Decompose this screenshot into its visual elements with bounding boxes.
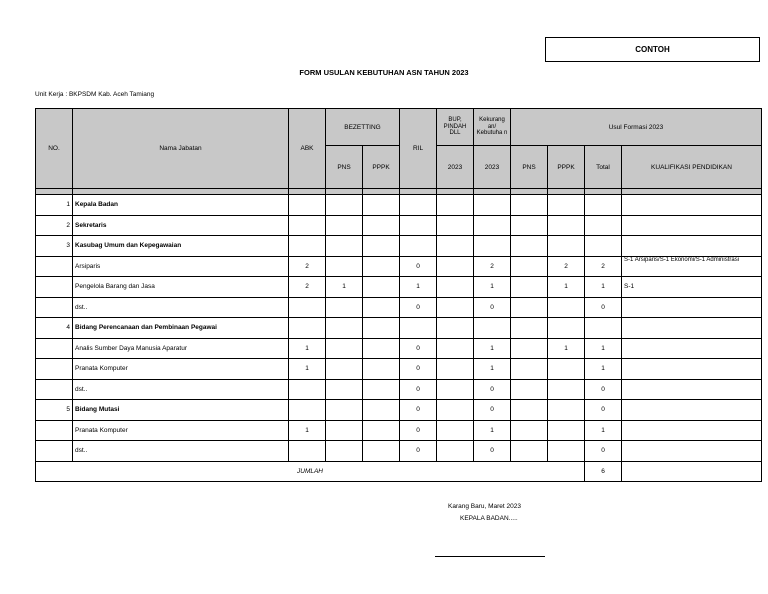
cell-usul-pppk [548,195,585,216]
cell-bup [437,359,474,380]
cell-pns [326,215,363,236]
cell-pppk [363,420,400,441]
cell-pns [326,297,363,318]
cell-kualifikasi [622,338,762,359]
cell-kualifikasi: S-1 [622,277,762,298]
cell-total: 0 [585,400,622,421]
signature-place-date: Karang Baru, Maret 2023 [448,503,521,510]
cell-kualifikasi [622,236,762,257]
cell-total: 1 [585,277,622,298]
cell-abk: 2 [289,256,326,277]
cell-abk [289,297,326,318]
cell-pns [326,256,363,277]
cell-abk: 1 [289,420,326,441]
table-row [36,236,762,257]
cell-pppk [363,236,400,257]
cell-abk [289,379,326,400]
table-row [36,420,762,441]
cell-usul-pppk [548,441,585,462]
cell-abk: 1 [289,359,326,380]
cell-bup [437,215,474,236]
cell-abk: 2 [289,277,326,298]
cell-total [585,236,622,257]
cell-bup [437,236,474,257]
cell-total: 1 [585,359,622,380]
cell-kekurangan: 1 [474,359,511,380]
cell-kekurangan: 0 [474,441,511,462]
cell-kekurangan: 1 [474,338,511,359]
cell-kekurangan: 0 [474,400,511,421]
cell-pns [326,379,363,400]
cell-nama: Arsiparis [73,256,289,277]
cell-pppk [363,277,400,298]
cell-ril: 0 [400,420,437,441]
jumlah-kualifikasi-cell [622,461,762,482]
cell-ril: 0 [400,256,437,277]
table-row [36,441,762,462]
cell-pppk [363,297,400,318]
jumlah-label: JUMLAH [36,461,585,482]
cell-no [36,277,73,298]
cell-bup [437,400,474,421]
cell-kualifikasi [622,420,762,441]
cell-kekurangan [474,195,511,216]
cell-kualifikasi [622,441,762,462]
cell-kekurangan [474,236,511,257]
cell-total: 0 [585,379,622,400]
table-row [36,400,762,421]
cell-no [36,256,73,277]
cell-usul-pns [511,338,548,359]
cell-ril [400,318,437,339]
table-row [36,359,762,380]
cell-usul-pns [511,215,548,236]
cell-ril: 0 [400,297,437,318]
cell-usul-pns [511,420,548,441]
cell-usul-pns [511,195,548,216]
cell-pns [326,195,363,216]
cell-no: 5 [36,400,73,421]
cell-pns [326,420,363,441]
cell-pppk [363,441,400,462]
cell-pns [326,318,363,339]
cell-no [36,338,73,359]
cell-usul-pppk [548,297,585,318]
cell-kualifikasi [622,379,762,400]
cell-nama: Sekretaris [73,215,289,236]
cell-no [36,379,73,400]
cell-bup [437,441,474,462]
header-abk: ABK [289,109,326,189]
cell-pns: 1 [326,277,363,298]
cell-nama: Bidang Perencanaan dan Pembinaan Pegawai [73,318,289,339]
cell-kualifikasi: S-1 Arsiparis/S-1 Ekonomi/S-1 Administrasi [622,256,762,277]
cell-total [585,215,622,236]
header-ril: RIL [400,109,437,189]
cell-abk [289,236,326,257]
cell-kualifikasi [622,359,762,380]
cell-bup [437,277,474,298]
cell-ril: 0 [400,441,437,462]
cell-usul-pppk [548,420,585,441]
cell-ril [400,195,437,216]
unit-kerja: Unit Kerja : BKPSDM Kab. Aceh Tamiang [35,91,155,98]
cell-total: 2 [585,256,622,277]
cell-bup [437,379,474,400]
cell-total: 0 [585,441,622,462]
header-year-kekurangan: 2023 [474,146,511,189]
cell-usul-pns [511,277,548,298]
contoh-box: CONTOH [545,37,760,62]
cell-usul-pns [511,379,548,400]
cell-bup [437,318,474,339]
cell-pppk [363,400,400,421]
cell-kekurangan: 0 [474,379,511,400]
cell-usul-pppk [548,400,585,421]
cell-kualifikasi [622,400,762,421]
cell-pppk [363,215,400,236]
cell-usul-pppk [548,379,585,400]
cell-usul-pns [511,297,548,318]
header-kualifikasi: KUALIFIKASI PENDIDIKAN [622,146,762,189]
cell-nama: Kepala Badan [73,195,289,216]
cell-no [36,420,73,441]
cell-kualifikasi [622,318,762,339]
table-row [36,195,762,216]
cell-usul-pns [511,441,548,462]
header-usul-formasi: Usul Formasi 2023 [511,109,762,146]
header-pppk: PPPK [363,146,400,189]
header-total: Total [585,146,622,189]
header-usul-pppk: PPPK [548,146,585,189]
cell-ril: 0 [400,379,437,400]
cell-ril: 0 [400,338,437,359]
cell-nama: Kasubag Umum dan Kepegawaian [73,236,289,257]
table-row [36,379,762,400]
header-pns: PNS [326,146,363,189]
usulan-table [35,108,762,482]
header-nama-jabatan: Nama Jabatan [73,109,289,189]
cell-nama: Bidang Mutasi [73,400,289,421]
cell-pppk [363,318,400,339]
cell-nama: dst.. [73,379,289,400]
cell-total: 1 [585,420,622,441]
cell-abk [289,441,326,462]
header-year-bup: 2023 [437,146,474,189]
cell-abk [289,195,326,216]
cell-total: 1 [585,338,622,359]
cell-usul-pppk: 2 [548,256,585,277]
cell-no [36,297,73,318]
cell-usul-pppk [548,318,585,339]
header-kekurangan: Kekurang an/ Kebutuha n [474,109,511,146]
cell-no: 2 [36,215,73,236]
signature-title: KEPALA BADAN..... [460,515,518,522]
cell-pppk [363,256,400,277]
cell-total: 0 [585,297,622,318]
cell-usul-pppk: 1 [548,338,585,359]
cell-bup [437,195,474,216]
cell-nama: Pranata Komputer [73,420,289,441]
cell-no: 4 [36,318,73,339]
cell-pns [326,359,363,380]
cell-kekurangan [474,318,511,339]
cell-kekurangan: 1 [474,277,511,298]
cell-no [36,359,73,380]
cell-usul-pppk: 1 [548,277,585,298]
jumlah-total: 6 [585,461,622,482]
cell-ril: 0 [400,400,437,421]
cell-ril [400,215,437,236]
cell-kekurangan: 0 [474,297,511,318]
cell-bup [437,338,474,359]
cell-nama: dst.. [73,297,289,318]
table-row [36,215,762,236]
cell-usul-pppk [548,359,585,380]
cell-usul-pns [511,359,548,380]
cell-nama: Analis Sumber Daya Manusia Aparatur [73,338,289,359]
cell-no [36,441,73,462]
cell-usul-pppk [548,236,585,257]
cell-nama: dst.. [73,441,289,462]
cell-pns [326,400,363,421]
cell-abk [289,318,326,339]
header-no: NO. [36,109,73,189]
cell-usul-pppk [548,215,585,236]
header-bezetting: BEZETTING [326,109,400,146]
form-title: FORM USULAN KEBUTUHAN ASN TAHUN 2023 [299,68,469,77]
cell-abk: 1 [289,338,326,359]
cell-kualifikasi [622,297,762,318]
header-bup: BUP, PINDAH DLL [437,109,474,146]
cell-pppk [363,195,400,216]
cell-ril [400,236,437,257]
cell-pns [326,236,363,257]
table-row [36,277,762,298]
cell-usul-pns [511,318,548,339]
cell-abk [289,400,326,421]
cell-kekurangan: 2 [474,256,511,277]
cell-kualifikasi [622,215,762,236]
cell-abk [289,215,326,236]
cell-usul-pns [511,400,548,421]
cell-pppk [363,379,400,400]
cell-nama: Pengelola Barang dan Jasa [73,277,289,298]
cell-bup [437,420,474,441]
cell-pns [326,441,363,462]
cell-ril: 0 [400,359,437,380]
table-row [36,256,762,277]
cell-no: 1 [36,195,73,216]
cell-nama: Pranata Komputer [73,359,289,380]
cell-kekurangan [474,215,511,236]
cell-bup [437,297,474,318]
cell-ril: 1 [400,277,437,298]
cell-kualifikasi [622,195,762,216]
cell-kekurangan: 1 [474,420,511,441]
table-row [36,297,762,318]
cell-usul-pns [511,236,548,257]
table-row [36,338,762,359]
table-row [36,318,762,339]
cell-pppk [363,338,400,359]
header-usul-pns: PNS [511,146,548,189]
cell-no: 3 [36,236,73,257]
cell-pppk [363,359,400,380]
cell-total [585,318,622,339]
signature-line [435,556,545,557]
cell-usul-pns [511,256,548,277]
cell-total [585,195,622,216]
cell-bup [437,256,474,277]
cell-pns [326,338,363,359]
